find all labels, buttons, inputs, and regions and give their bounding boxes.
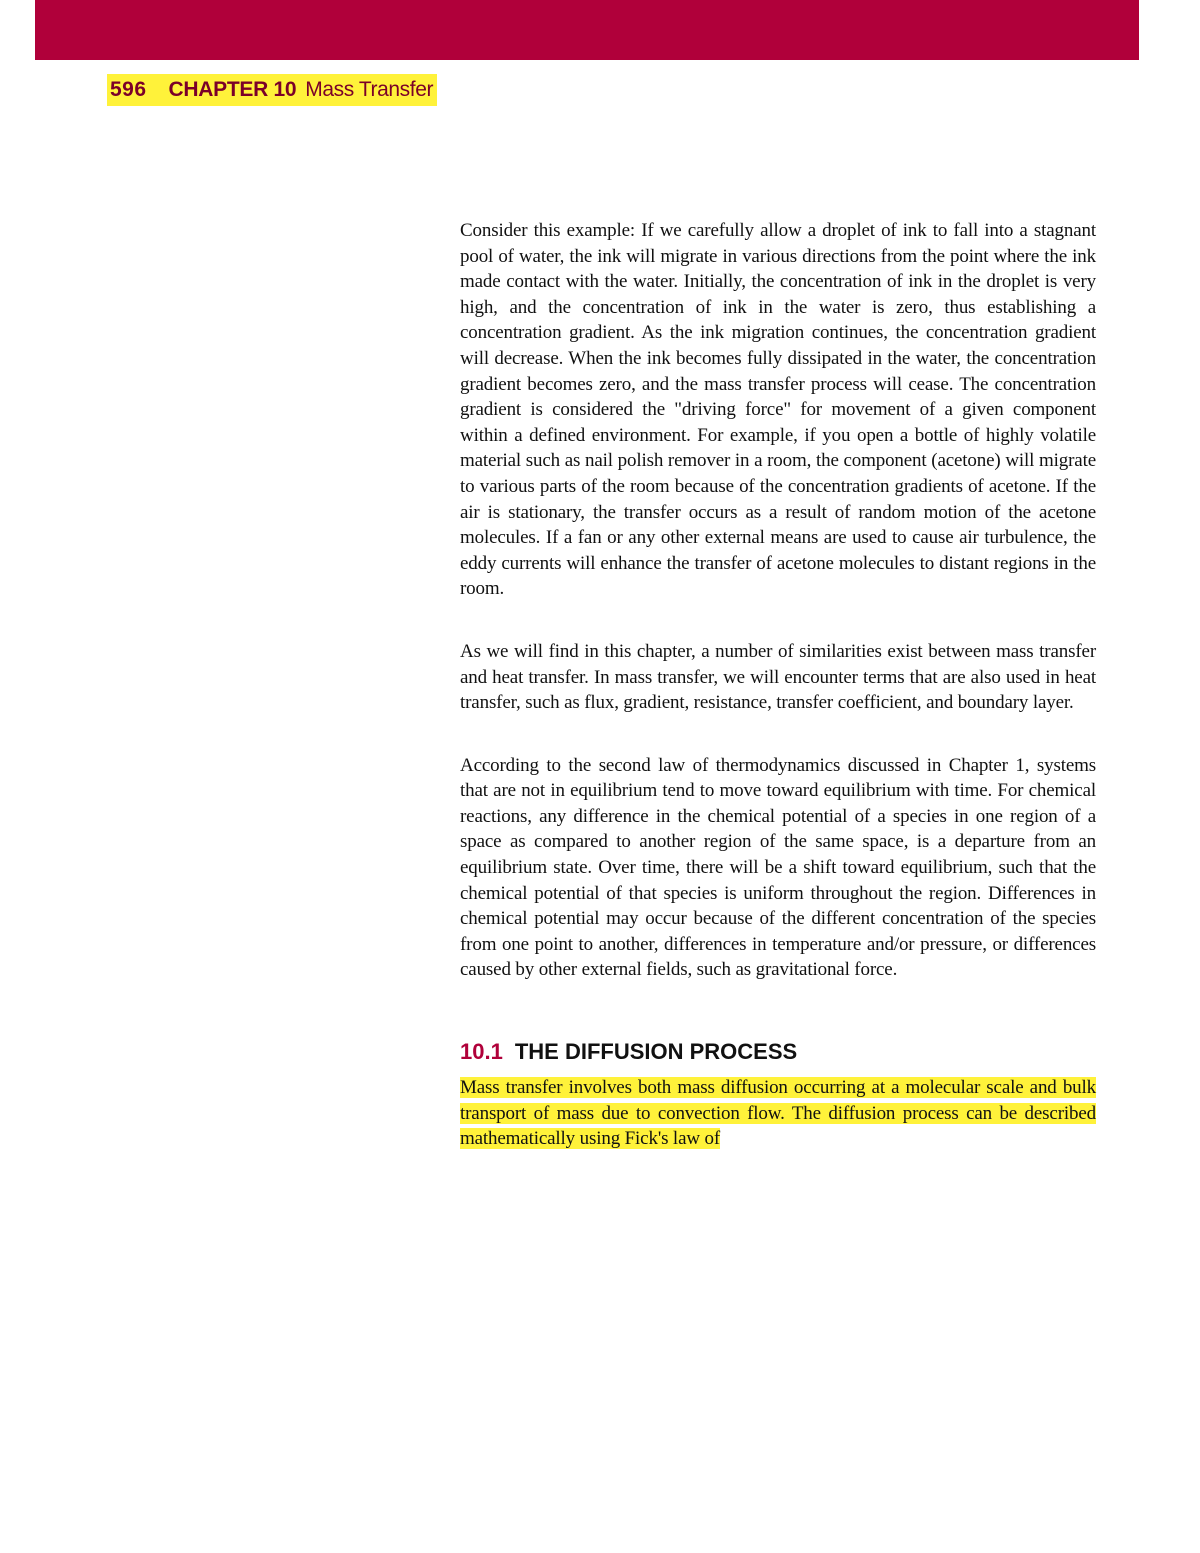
paragraph-similarities: As we will find in this chapter, a number of similarities exist between mass transfer and heat transfer. In mass transfer, we will encounter terms that are also used in heat transfer, such as flux, gradient, resistance, transfer coefficient, and boundary layer. bbox=[460, 640, 1096, 714]
paragraph-ink-example: Consider this example: If we carefully allow a droplet of ink to fall into a stagnant pool of water, the ink will migrate in various directions from the point where the ink made contact with the water. Initially, the concentration of ink in the droplet is very high, and the concentration of ink in the water is zero, thus establishing a concentration gradient. As the ink migration continues, the concentration gradient will decrease. When the ink becomes fully dissipated in the water, the concentration gradient becomes zero, and the mass transfer process will cease. The concentration gradient is considered the "driving force" for movement of a given component within a defined environment. For example, if you open a bottle of highly volatile material such as nail polish remover in a room, the component (acetone) will migrate to various parts of the room because of the concentration gradients of acetone. If the air is stationary, the transfer occurs as a result of random motion of the acetone molecules. If a fan or any other external means are used to cause air turbulence, the eddy currents will enhance the transfer of acetone molecules to distant regions in the room. bbox=[460, 220, 1096, 600]
main-text-column bbox=[460, 218, 1096, 1152]
section-title: THE DIFFUSION PROCESS bbox=[514, 1039, 798, 1065]
section-paragraph bbox=[460, 1075, 1096, 1152]
section-heading bbox=[460, 1037, 1096, 1067]
chapter-title: Mass Transfer bbox=[305, 78, 434, 101]
page-number: 596 bbox=[110, 78, 147, 101]
running-head bbox=[107, 74, 437, 106]
top-color-bar bbox=[35, 0, 1139, 60]
section-number: 10.1 bbox=[460, 1039, 503, 1065]
highlighted-text: Mass transfer involves both mass diffusion occurring at a molecular scale and bulk transport of mass due to convection flow. The diffusion process can be described mathematically using Fick's law of bbox=[460, 1077, 1096, 1150]
paragraph-second-law: According to the second law of thermodynamics discussed in Chapter 1, systems that are not in equilibrium tend to move toward equilibrium with time. For chemical reactions, any difference in the chemical potential of a species in one region of a space as compared to another region of the same space, is a departure from an equilibrium state. Over time, there will be a shift toward equilibrium, such that the chemical potential of that species is uniform throughout the region. Differences in chemical potential may occur because of the different concentration of the species from one point to another, differences in temperature and/or pressure, or differences caused by other external fields, such as gravitational force. bbox=[460, 754, 1096, 981]
chapter-label: CHAPTER 10 bbox=[168, 78, 297, 101]
